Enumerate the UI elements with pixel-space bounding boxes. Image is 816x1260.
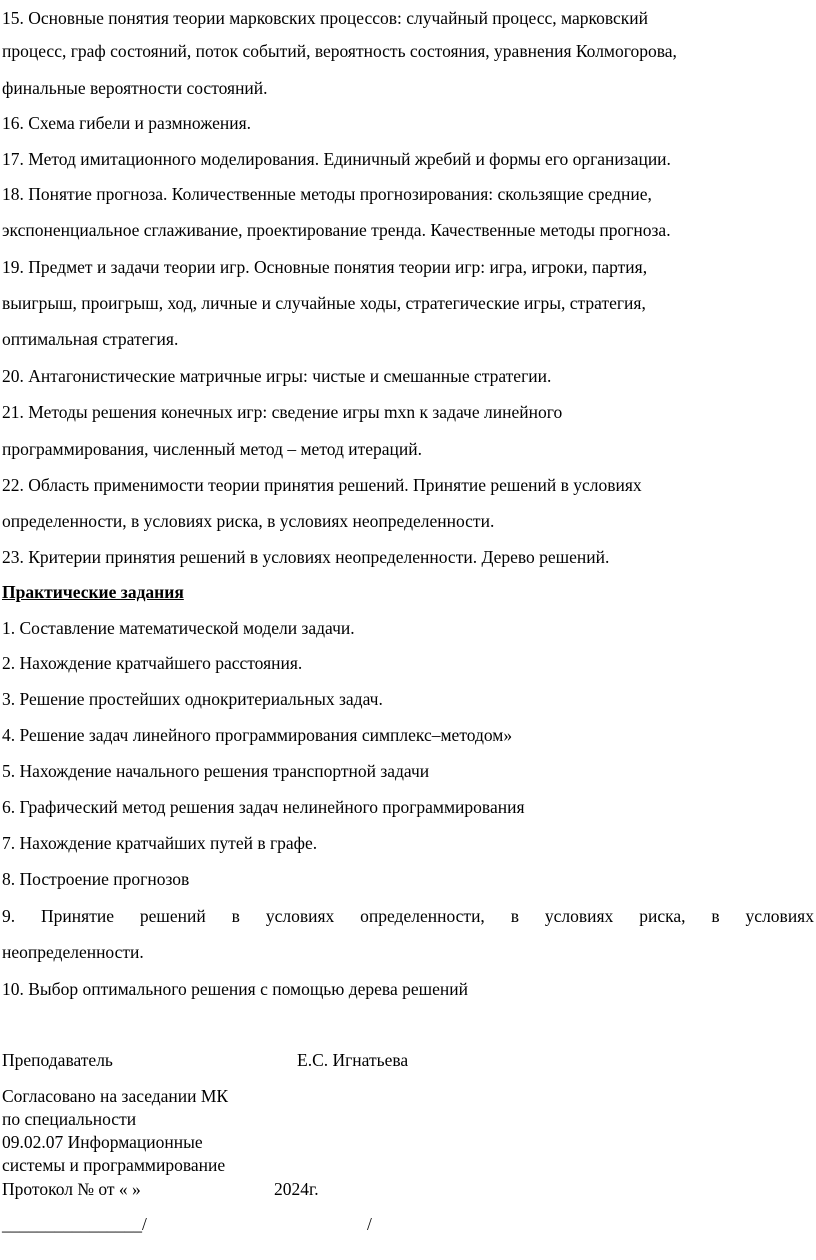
protocol-text: Протокол № от « » (2, 1179, 141, 1199)
question-line: 20. Антагонистические матричные игры: чистые и смешанные стратегии. (2, 366, 552, 386)
question-line: процесс, граф состояний, поток событий, вероятность состояния, уравнения Колмогорова, (2, 41, 677, 61)
question-line: определенности, в условиях риска, в условиях неопределенности. (2, 511, 495, 531)
protocol-year: 2024г. (274, 1179, 319, 1199)
signature-blank-right: / (367, 1214, 372, 1234)
task-line: 7. Нахождение кратчайших путей в графе. (2, 833, 318, 853)
question-line: 19. Предмет и задачи теории игр. Основные понятия теории игр: игра, игроки, партия, (2, 257, 648, 277)
question-line: 22. Область применимости теории принятия решений. Принятие решений в условиях (2, 475, 642, 495)
question-line: программирования, численный метод – метод итераций. (2, 439, 423, 459)
question-line: 15. Основные понятия теории марковских процессов: случайный процесс, марковский (2, 8, 649, 28)
approval-line: по специальности (2, 1109, 137, 1129)
approval-line: системы и программирование (2, 1155, 226, 1175)
task-line: 3. Решение простейших однокритериальных задач. (2, 689, 383, 709)
task-line: 8. Построение прогнозов (2, 869, 190, 889)
teacher-name: Е.С. Игнатьева (297, 1050, 409, 1070)
question-line: 21. Методы решения конечных игр: сведение игры mxn к задаче линейного (2, 402, 563, 422)
task-line: 10. Выбор оптимального решения с помощью дерева решений (2, 979, 468, 999)
question-line: 16. Схема гибели и размножения. (2, 113, 252, 133)
task-line: 4. Решение задач линейного программирования симплекс–методом» (2, 725, 513, 745)
task-line: 6. Графический метод решения задач нелинейного программирования (2, 797, 525, 817)
question-line: выигрыш, проигрыш, ход, личные и случайные ходы, стратегические игры, стратегия, (2, 293, 646, 313)
question-line: оптимальная стратегия. (2, 329, 179, 349)
question-line: 17. Метод имитационного моделирования. Единичный жребий и формы его организации. (2, 149, 671, 169)
question-line: экспоненциальное сглаживание, проектирование тренда. Качественные методы прогноза. (2, 220, 671, 240)
signature-blank-left: ________________/ (2, 1214, 147, 1234)
task-line: 1. Составление математической модели задачи. (2, 618, 355, 638)
question-line: 23. Критерии принятия решений в условиях неопределенности. Дерево решений. (2, 547, 610, 567)
approval-line: 09.02.07 Информационные (2, 1132, 203, 1152)
question-line: 18. Понятие прогноза. Количественные методы прогнозирования: скользящие средние, (2, 184, 652, 204)
section-heading: Практические задания (2, 582, 184, 602)
teacher-label: Преподаватель (2, 1050, 113, 1070)
task-line: 5. Нахождение начального решения транспортной задачи (2, 761, 430, 781)
approval-line: Согласовано на заседании МК (2, 1086, 229, 1106)
task-line: неопределенности. (2, 942, 144, 962)
task-line: 2. Нахождение кратчайшего расстояния. (2, 653, 303, 673)
question-line: финальные вероятности состояний. (2, 78, 268, 98)
task-line: 9. Принятие решений в условиях определенности, в условиях риска, в условиях (2, 906, 814, 926)
